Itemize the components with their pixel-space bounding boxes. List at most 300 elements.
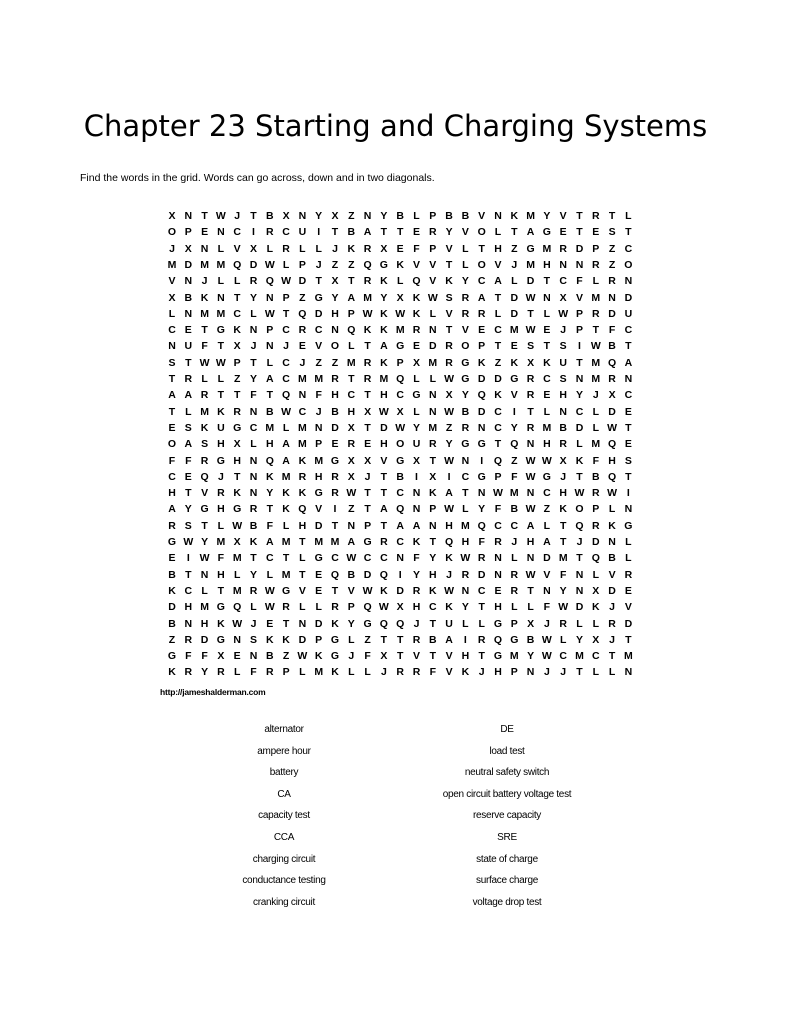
grid-letter: Y xyxy=(559,584,567,597)
grid-letter: T xyxy=(527,584,534,597)
grid-letter: H xyxy=(380,389,388,402)
grid-letter: M xyxy=(200,307,209,320)
grid-letter: R xyxy=(461,307,470,320)
grid-letter: L xyxy=(250,307,257,320)
grid-row xyxy=(160,550,640,567)
grid-letter: F xyxy=(608,324,616,337)
grid-letter: C xyxy=(184,584,193,597)
grid-letter: K xyxy=(266,633,274,646)
grid-letter: Y xyxy=(331,291,339,304)
grid-letter: R xyxy=(266,226,274,239)
grid-letter: D xyxy=(477,373,486,385)
grid-letter: V xyxy=(461,324,469,337)
grid-letter: T xyxy=(282,307,290,320)
grid-letter: E xyxy=(184,324,192,337)
grid-row xyxy=(160,485,640,502)
grid-letter: H xyxy=(559,389,567,402)
grid-row xyxy=(160,632,640,649)
grid-letter: G xyxy=(216,601,225,614)
grid-letter: R xyxy=(559,617,567,630)
grid-letter: C xyxy=(396,487,404,500)
grid-letter: A xyxy=(266,373,274,385)
grid-letter: W xyxy=(525,454,536,467)
grid-letter: L xyxy=(266,242,273,255)
grid-letter: I xyxy=(398,568,402,581)
grid-letter: W xyxy=(525,568,536,581)
grid-letter: M xyxy=(379,373,389,385)
grid-row xyxy=(160,501,640,518)
grid-letter: C xyxy=(347,389,356,402)
grid-letter: E xyxy=(184,470,192,483)
grid-letter: K xyxy=(217,405,225,418)
grid-letter: T xyxy=(201,210,208,222)
grid-letter: F xyxy=(478,536,485,548)
grid-letter: L xyxy=(266,568,273,581)
grid-letter: Z xyxy=(511,242,518,255)
grid-letter: R xyxy=(331,487,339,500)
grid-letter: K xyxy=(298,487,307,500)
grid-letter: D xyxy=(494,373,502,385)
grid-letter: D xyxy=(168,601,176,614)
grid-letter: X xyxy=(282,210,290,222)
grid-letter: Z xyxy=(608,242,616,255)
grid-letter: K xyxy=(347,242,356,255)
grid-letter: T xyxy=(576,356,583,369)
grid-letter: W xyxy=(460,552,471,565)
word-list-item: neutral safety switch xyxy=(464,767,550,779)
grid-letter: N xyxy=(494,568,502,581)
grid-letter: R xyxy=(445,356,453,369)
grid-letter: C xyxy=(592,650,600,663)
grid-letter: U xyxy=(559,356,567,369)
grid-letter: X xyxy=(396,291,404,304)
grid-letter: O xyxy=(575,503,584,516)
grid-letter: F xyxy=(201,650,208,663)
grid-letter: Y xyxy=(201,666,209,679)
grid-letter: T xyxy=(364,389,371,402)
grid-letter: J xyxy=(299,356,306,369)
grid-letter: N xyxy=(249,324,258,337)
grid-letter: W xyxy=(607,487,618,500)
grid-letter: R xyxy=(363,356,372,369)
grid-letter: A xyxy=(494,275,502,288)
grid-letter: X xyxy=(559,454,567,467)
grid-letter: J xyxy=(332,242,338,255)
grid-letter: L xyxy=(266,356,273,369)
grid-letter: N xyxy=(461,584,470,597)
grid-letter: C xyxy=(543,373,551,385)
grid-letter: T xyxy=(559,536,567,548)
grid-letter: R xyxy=(249,503,258,516)
grid-letter: H xyxy=(429,568,437,581)
grid-letter: N xyxy=(217,226,225,239)
grid-letter: B xyxy=(331,405,339,418)
grid-letter: N xyxy=(624,373,633,385)
grid-letter: B xyxy=(608,340,616,353)
grid-letter: H xyxy=(559,487,567,500)
grid-letter: R xyxy=(559,438,567,451)
grid-letter: M xyxy=(542,421,552,434)
grid-letter: K xyxy=(575,454,584,467)
grid-letter: M xyxy=(298,438,307,451)
grid-letter: L xyxy=(592,568,599,581)
grid-letter: T xyxy=(543,275,551,288)
grid-letter: T xyxy=(380,633,388,646)
grid-letter: G xyxy=(461,438,470,451)
grid-letter: N xyxy=(266,291,274,304)
grid-letter: D xyxy=(477,405,486,418)
grid-letter: R xyxy=(429,226,437,239)
grid-letter: H xyxy=(543,258,551,271)
grid-letter: K xyxy=(412,536,421,548)
grid-letter: D xyxy=(200,633,209,646)
grid-row xyxy=(160,387,640,404)
grid-letter: N xyxy=(200,568,209,581)
grid-row xyxy=(160,453,640,470)
grid-letter: T xyxy=(217,340,225,353)
grid-letter: W xyxy=(281,275,292,288)
grid-letter: D xyxy=(543,552,551,565)
grid-letter: T xyxy=(576,552,583,565)
grid-letter: Y xyxy=(249,291,257,304)
grid-letter: L xyxy=(217,519,225,532)
grid-letter: R xyxy=(363,275,372,288)
grid-letter: R xyxy=(298,324,307,337)
grid-letter: B xyxy=(249,519,258,532)
grid-letter: C xyxy=(282,226,290,239)
grid-letter: L xyxy=(233,666,241,679)
grid-letter: L xyxy=(478,617,485,630)
grid-letter: N xyxy=(347,519,356,532)
grid-letter: Y xyxy=(315,210,323,222)
grid-letter: C xyxy=(543,487,551,500)
grid-letter: L xyxy=(608,666,616,679)
grid-letter: X xyxy=(445,389,453,402)
grid-letter: W xyxy=(362,584,373,597)
grid-row xyxy=(160,518,640,535)
grid-letter: W xyxy=(541,633,552,646)
grid-letter: E xyxy=(298,340,306,353)
grid-letter: P xyxy=(315,633,323,646)
grid-letter: B xyxy=(168,568,176,581)
grid-letter: A xyxy=(363,226,372,239)
grid-row xyxy=(160,404,640,421)
grid-letter: Q xyxy=(608,356,617,369)
grid-letter: V xyxy=(445,242,453,255)
grid-letter: N xyxy=(184,307,193,320)
grid-letter: K xyxy=(233,324,241,337)
grid-letter: L xyxy=(543,307,551,320)
grid-letter: X xyxy=(217,650,225,663)
grid-letter: Q xyxy=(445,536,454,548)
grid-letter: R xyxy=(510,568,519,581)
grid-letter: K xyxy=(233,487,241,500)
grid-letter: T xyxy=(625,470,632,483)
grid-letter: R xyxy=(477,552,486,565)
grid-letter: M xyxy=(509,324,519,337)
grid-letter: G xyxy=(526,242,535,255)
grid-letter: Q xyxy=(510,438,519,451)
grid-letter: H xyxy=(445,519,453,532)
grid-letter: J xyxy=(315,405,322,418)
grid-letter: M xyxy=(216,536,226,548)
grid-letter: T xyxy=(478,242,485,255)
grid-letter: Q xyxy=(575,519,584,532)
grid-letter: R xyxy=(608,617,616,630)
grid-letter: Y xyxy=(510,421,518,434)
grid-letter: B xyxy=(559,421,567,434)
grid-letter: M xyxy=(591,373,601,385)
grid-letter: Z xyxy=(348,503,355,516)
grid-letter: V xyxy=(233,242,241,255)
grid-letter: D xyxy=(298,633,307,646)
grid-letter: K xyxy=(282,633,290,646)
grid-letter: J xyxy=(315,258,322,271)
grid-letter: T xyxy=(478,601,485,614)
grid-letter: T xyxy=(331,226,339,239)
grid-letter: T xyxy=(315,275,322,288)
grid-letter: L xyxy=(217,275,225,288)
grid-letter: D xyxy=(429,340,437,353)
grid-letter: I xyxy=(480,454,484,467)
grid-letter: L xyxy=(608,503,616,516)
grid-letter: T xyxy=(445,258,453,271)
grid-letter: A xyxy=(347,291,356,304)
grid-letter: D xyxy=(380,421,388,434)
grid-letter: V xyxy=(510,389,518,402)
grid-letter: N xyxy=(363,210,372,222)
grid-letter: W xyxy=(346,552,357,565)
grid-letter: P xyxy=(266,324,274,337)
grid-letter: T xyxy=(494,340,502,353)
grid-letter: G xyxy=(233,421,242,434)
grid-letter: R xyxy=(461,421,470,434)
grid-letter: B xyxy=(184,291,193,304)
grid-letter: V xyxy=(445,650,453,663)
grid-letter: C xyxy=(559,650,567,663)
grid-letter: E xyxy=(624,584,632,597)
grid-letter: X xyxy=(233,438,241,451)
grid-letter: R xyxy=(510,584,519,597)
grid-letter: L xyxy=(625,552,632,565)
grid-letter: Y xyxy=(380,291,388,304)
grid-letter: N xyxy=(429,324,437,337)
grid-letter: Y xyxy=(249,568,257,581)
grid-letter: T xyxy=(217,389,225,402)
grid-letter: C xyxy=(494,421,502,434)
grid-letter: I xyxy=(415,470,418,483)
grid-letter: G xyxy=(542,226,551,239)
grid-letter: M xyxy=(428,421,438,434)
grid-letter: X xyxy=(347,421,355,434)
grid-letter: L xyxy=(282,258,290,271)
grid-letter: C xyxy=(363,552,372,565)
grid-letter: U xyxy=(412,438,421,451)
word-list-item: charging circuit xyxy=(252,853,316,865)
grid-letter: W xyxy=(378,405,389,418)
grid-letter: J xyxy=(201,275,208,288)
grid-row xyxy=(160,290,640,307)
grid-letter: J xyxy=(413,617,420,630)
grid-letter: R xyxy=(168,519,176,532)
grid-letter: N xyxy=(314,421,323,434)
grid-letter: J xyxy=(560,324,567,337)
grid-letter: N xyxy=(412,487,421,500)
grid-letter: I xyxy=(447,470,451,483)
grid-letter: Y xyxy=(347,617,355,630)
grid-letter: W xyxy=(264,601,275,614)
grid-letter: D xyxy=(477,568,486,581)
grid-letter: O xyxy=(477,226,486,239)
grid-letter: Q xyxy=(591,552,600,565)
grid-letter: G xyxy=(624,519,633,532)
grid-letter: L xyxy=(413,405,420,418)
grid-letter: G xyxy=(363,617,372,630)
grid-letter: M xyxy=(216,258,226,271)
source-url: http://jameshalderman.com xyxy=(160,687,266,697)
grid-letter: R xyxy=(363,242,372,255)
grid-letter: R xyxy=(592,210,600,222)
grid-letter: P xyxy=(510,617,518,630)
grid-letter: X xyxy=(233,340,241,353)
grid-letter: R xyxy=(298,470,307,483)
grid-letter: L xyxy=(592,275,599,288)
grid-letter: L xyxy=(592,405,599,418)
grid-letter: G xyxy=(493,650,503,663)
word-list-item: reserve capacity xyxy=(472,810,541,822)
grid-letter: E xyxy=(624,405,632,418)
grid-letter: W xyxy=(525,470,536,483)
grid-letter: X xyxy=(184,242,192,255)
grid-letter: A xyxy=(282,438,290,451)
grid-letter: H xyxy=(266,438,274,451)
grid-letter: R xyxy=(412,324,421,337)
grid-letter: D xyxy=(314,519,323,532)
grid-letter: R xyxy=(347,438,356,451)
grid-letter: Q xyxy=(363,601,372,614)
grid-letter: P xyxy=(494,470,502,483)
grid-letter: P xyxy=(478,340,486,353)
grid-letter: Q xyxy=(412,275,421,288)
grid-letter: L xyxy=(625,536,632,548)
grid-letter: E xyxy=(543,324,551,337)
grid-letter: D xyxy=(314,617,323,630)
grid-letter: M xyxy=(624,650,633,663)
grid-letter: E xyxy=(315,584,323,597)
grid-letter: T xyxy=(625,421,632,434)
grid-letter: T xyxy=(608,650,616,663)
grid-letter: K xyxy=(396,258,404,271)
grid-letter: T xyxy=(380,487,388,500)
grid-letter: A xyxy=(380,340,388,353)
grid-letter: L xyxy=(543,405,551,418)
grid-letter: C xyxy=(331,552,339,565)
grid-letter: T xyxy=(266,503,273,516)
grid-letter: K xyxy=(494,389,502,402)
grid-letter: N xyxy=(298,617,307,630)
grid-letter: A xyxy=(412,519,421,532)
grid-letter: J xyxy=(283,340,290,353)
grid-letter: W xyxy=(525,291,536,304)
grid-letter: T xyxy=(576,226,583,239)
grid-letter: R xyxy=(608,275,616,288)
grid-letter: J xyxy=(234,210,241,222)
grid-letter: D xyxy=(396,584,404,597)
grid-letter: M xyxy=(314,536,324,548)
grid-letter: L xyxy=(233,275,241,288)
grid-letter: R xyxy=(429,438,437,451)
grid-letter: O xyxy=(167,226,177,239)
grid-letter: C xyxy=(233,307,241,320)
grid-letter: F xyxy=(201,340,208,353)
grid-letter: W xyxy=(590,340,601,353)
grid-letter: L xyxy=(201,373,208,385)
grid-letter: K xyxy=(445,552,453,565)
grid-letter: N xyxy=(168,340,176,353)
grid-letter: R xyxy=(477,633,486,646)
grid-letter: O xyxy=(624,258,633,271)
grid-letter: N xyxy=(494,552,502,565)
grid-letter: W xyxy=(558,307,569,320)
grid-row xyxy=(160,599,640,616)
grid-letter: C xyxy=(510,519,519,532)
grid-letter: X xyxy=(364,405,372,418)
grid-letter: Z xyxy=(331,356,339,369)
grid-letter: P xyxy=(315,438,323,451)
grid-letter: K xyxy=(608,519,616,532)
grid-letter: Q xyxy=(298,307,307,320)
grid-letter: N xyxy=(575,373,584,385)
grid-letter: J xyxy=(543,617,550,630)
grid-letter: J xyxy=(250,617,257,630)
grid-letter: N xyxy=(526,438,535,451)
grid-letter: C xyxy=(559,275,567,288)
grid-letter: H xyxy=(461,536,470,548)
grid-letter: B xyxy=(592,470,600,483)
grid-letter: L xyxy=(511,275,518,288)
grid-letter: K xyxy=(412,291,421,304)
grid-letter: T xyxy=(380,470,388,483)
grid-letter: W xyxy=(493,487,503,500)
grid-letter: Y xyxy=(380,210,388,222)
grid-letter: L xyxy=(462,617,469,630)
grid-letter: N xyxy=(331,324,339,337)
grid-letter: L xyxy=(348,666,355,679)
word-list-item: open circuit battery voltage test xyxy=(442,788,572,800)
grid-letter: R xyxy=(608,373,616,385)
grid-letter: K xyxy=(429,487,437,500)
grid-letter: Z xyxy=(315,356,322,369)
grid-letter: D xyxy=(608,307,616,320)
grid-letter: W xyxy=(395,307,406,320)
word-list-item: voltage drop test xyxy=(472,896,542,908)
grid-letter: L xyxy=(217,373,225,385)
grid-letter: E xyxy=(494,584,502,597)
grid-letter: N xyxy=(559,258,567,271)
grid-letter: C xyxy=(282,373,290,385)
grid-letter: R xyxy=(282,601,290,614)
grid-letter: H xyxy=(217,568,225,581)
grid-row xyxy=(160,322,640,339)
grid-letter: J xyxy=(576,536,583,548)
grid-letter: T xyxy=(250,210,257,222)
grid-letter: R xyxy=(184,373,193,385)
grid-letter: T xyxy=(625,226,632,239)
grid-letter: V xyxy=(168,275,176,288)
grid-letter: E xyxy=(315,568,323,581)
grid-letter: A xyxy=(526,519,535,532)
grid-letter: H xyxy=(494,666,502,679)
